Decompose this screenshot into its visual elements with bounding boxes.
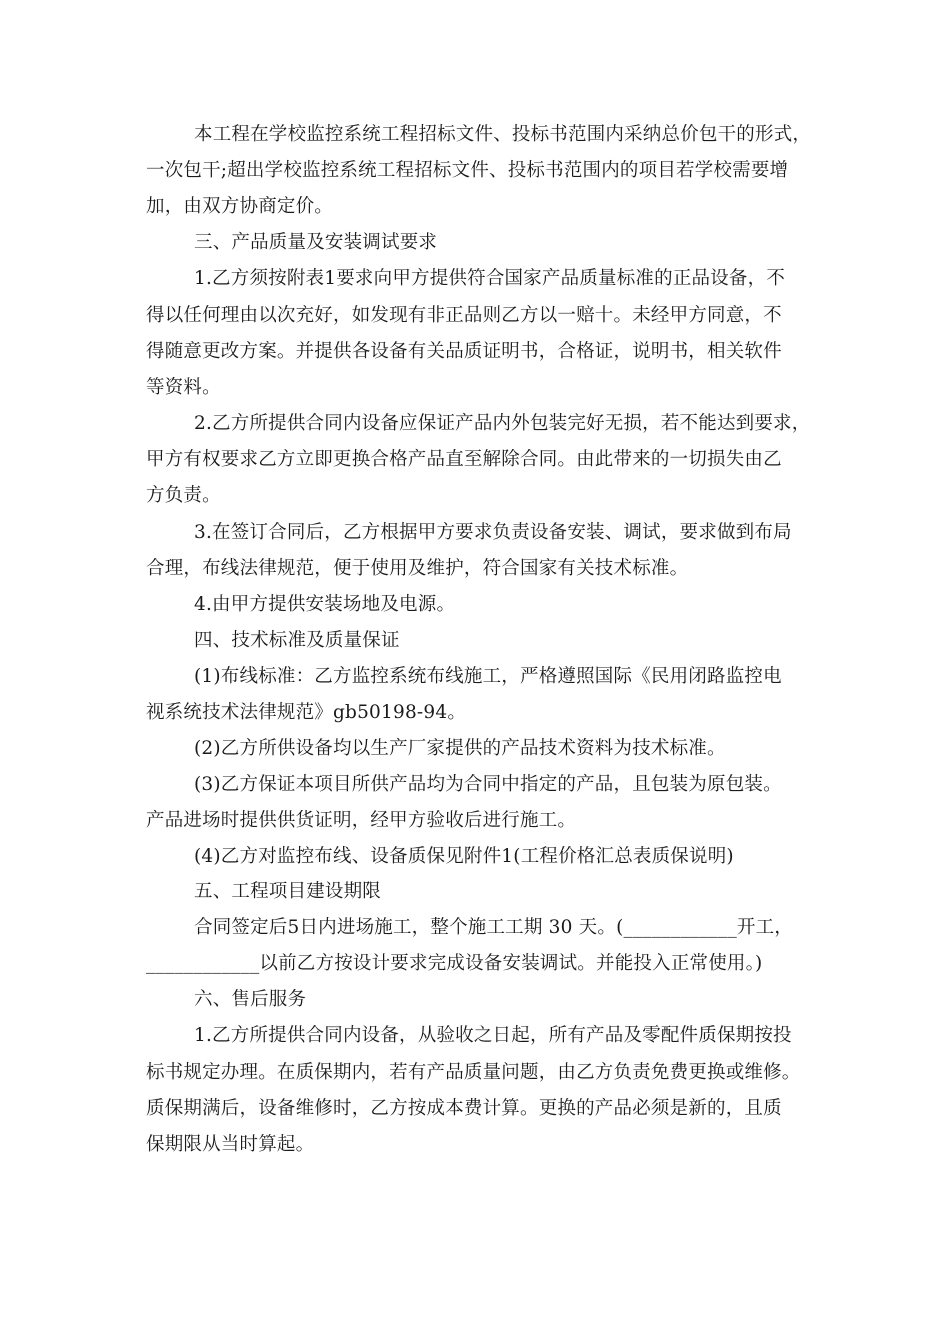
paragraph-line: 合理，布线法律规范，便于使用及维护，符合国家有关技术标准。 — [146, 558, 689, 579]
paragraph-line: 质保期满后，设备维修时，乙方按成本费计算。更换的产品必须是新的，且质 — [146, 1098, 782, 1119]
paragraph-line: (3)乙方保证本项目所供产品均为合同中指定的产品，且包装为原包装。 — [194, 774, 782, 795]
paragraph-line: (1)布线标准：乙方监控系统布线施工，严格遵照国际《民用闭路监控电 — [194, 666, 782, 687]
section-heading: 六、售后服务 — [194, 989, 307, 1010]
paragraph-line: 3.在签订合同后，乙方根据甲方要求负责设备安装、调试，要求做到布局 — [194, 522, 792, 543]
section-heading: 五、工程项目建设期限 — [194, 881, 382, 902]
paragraph-line: 视系统技术法律规范》gb50198-94。 — [146, 702, 467, 723]
paragraph-line: 1.乙方所提供合同内设备，从验收之日起，所有产品及零配件质保期按投 — [194, 1025, 792, 1046]
paragraph-line: 产品进场时提供供货证明，经甲方验收后进行施工。 — [146, 810, 577, 831]
paragraph-line: 本工程在学校监控系统工程招标文件、投标书范围内采纳总价包干的形式， — [194, 124, 812, 145]
paragraph-line: 标书规定办理。在质保期内，若有产品质量问题，由乙方负责免费更换或维修。 — [146, 1062, 801, 1083]
paragraph-line: 2.乙方所提供合同内设备应保证产品内外包装完好无损，若不能达到要求， — [194, 413, 811, 434]
paragraph-line: (4)乙方对监控布线、设备质保见附件1(工程价格汇总表质保说明) — [194, 846, 734, 867]
paragraph-line: 得以任何理由以次充好，如发现有非正品则乙方以一赔十。未经甲方同意，不 — [146, 305, 782, 326]
paragraph-line: 方负责。 — [146, 485, 221, 506]
paragraph-line: 一次包干;超出学校监控系统工程招标文件、投标书范围内的项目若学校需要增 — [146, 160, 789, 181]
paragraph-line: 4.由甲方提供安装场地及电源。 — [194, 594, 456, 615]
paragraph-line: 合同签定后5日内进场施工，整个施工工期 30 天。(____________开工， — [194, 917, 793, 938]
paragraph-line: ____________以前乙方按设计要求完成设备安装调试。并能投入正常使用。) — [146, 953, 763, 974]
section-heading: 三、产品质量及安装调试要求 — [194, 232, 438, 253]
paragraph-line: (2)乙方所供设备均以生产厂家提供的产品技术资料为技术标准。 — [194, 738, 726, 759]
paragraph-line: 得随意更改方案。并提供各设备有关品质证明书，合格证，说明书，相关软件 — [146, 341, 782, 362]
paragraph-line: 甲方有权要求乙方立即更换合格产品直至解除合同。由此带来的一切损失由乙 — [146, 449, 782, 470]
paragraph-line: 等资料。 — [146, 377, 221, 398]
paragraph-line: 加，由双方协商定价。 — [146, 196, 334, 217]
section-heading: 四、技术标准及质量保证 — [194, 630, 400, 651]
paragraph-line: 保期限从当时算起。 — [146, 1134, 315, 1155]
paragraph-line: 1.乙方须按附表1要求向甲方提供符合国家产品质量标准的正品设备，不 — [194, 268, 786, 289]
